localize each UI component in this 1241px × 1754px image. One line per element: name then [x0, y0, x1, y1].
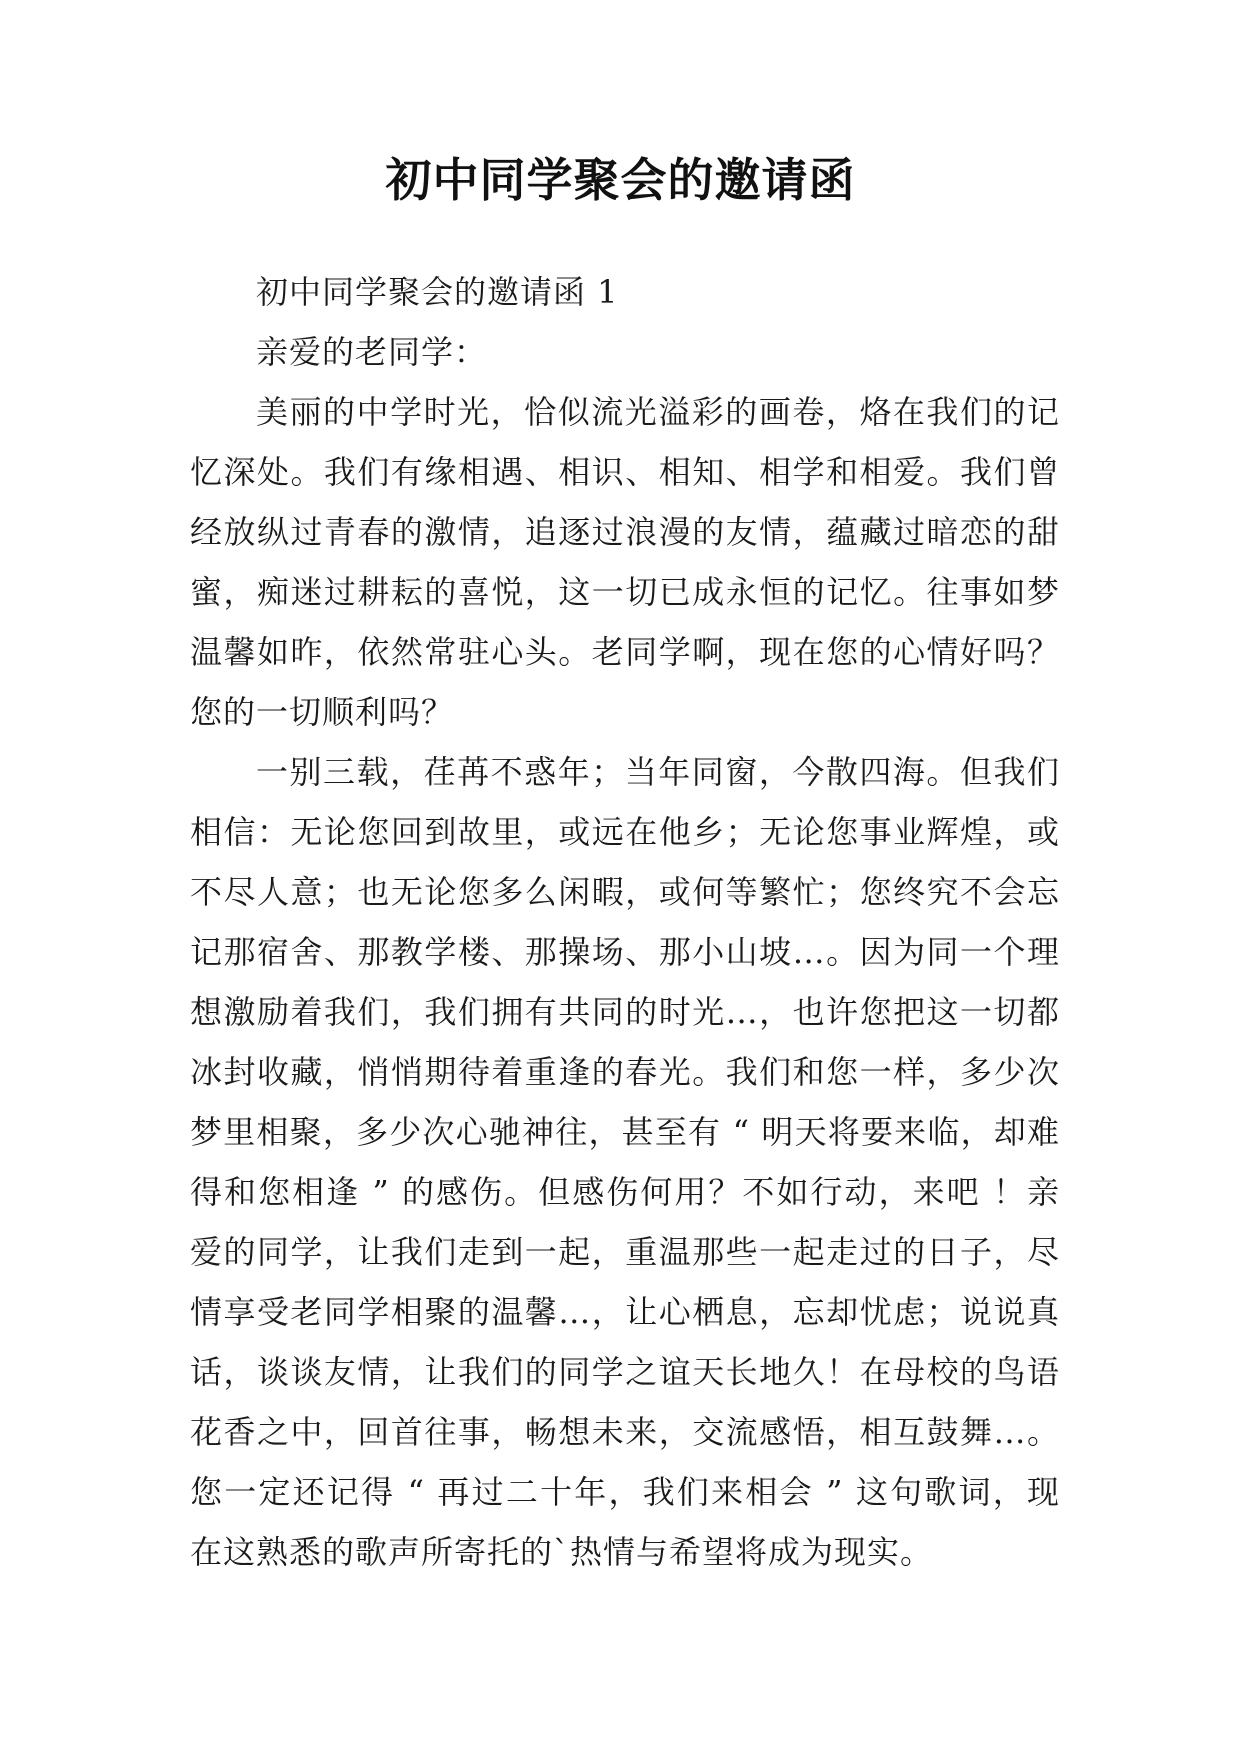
paragraph-2: 一别三载，荏苒不惑年；当年同窗，今散四海。但我们相信：无论您回到故里，或远在他乡；无论您事业辉煌，或不尽人意；也无论您多么闲暇，或何等繁忙；您终究不会忘记那宿舍、那教学楼、那操场、那小山坡…。因为同一个理想激励着我们，我们拥有共同的时光…，也许您把这一切都冰封收藏，悄悄期待着重逢的春光。我们和您一样，多少次梦里相聚，多少次心驰神往，甚至有 “ 明天将要来临，却难得和您相逢 ” 的感伤。但感伤何用？不如行动，来吧 ！亲爱的同学，让我们走到一起，重温那些一起走过的日子，尽情享受老同学相聚的温馨…，让心栖息，忘却忧虑；说说真话，谈谈友情，让我们的同学之谊天长地久！在母校的鸟语花香之中，回首往事，畅想未来，交流感悟，相互鼓舞…。您一定还记得 “ 再过二十年，我们来相会 ” 这句歌词，现在这熟悉的歌声所寄托的`热情与希望将成为现实。 [190, 753, 1060, 1571]
document-body [190, 262, 1060, 1582]
section-heading: 初中同学聚会的邀请函 1 [256, 273, 619, 311]
paragraph-1: 美丽的中学时光，恰似流光溢彩的画卷，烙在我们的记忆深处。我们有缘相遇、相识、相知、相学和相爱。我们曾经放纵过青春的激情，追逐过浪漫的友情，蕴藏过暗恋的甜蜜，痴迷过耕耘的喜悦，这一切已成永恒的记忆。往事如梦温馨如昨，依然常驻心头。老同学啊，现在您的心情好吗？您的一切顺利吗？ [190, 393, 1060, 731]
salutation: 亲爱的老同学： [256, 333, 488, 371]
document-title: 初中同学聚会的邀请函 [385, 153, 856, 207]
